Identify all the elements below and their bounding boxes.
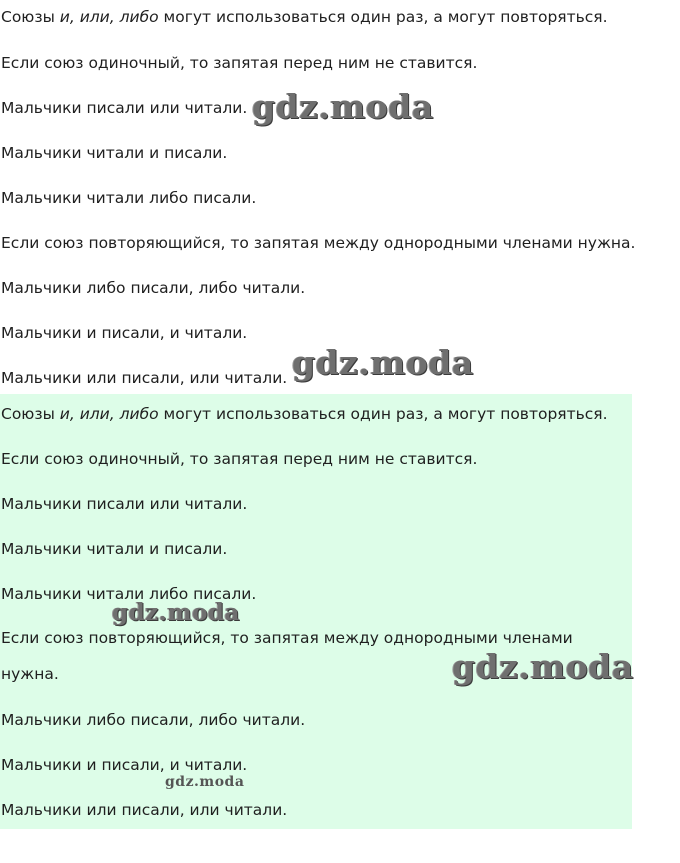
watermark-logo: gdz.moda: [112, 599, 240, 626]
intro-paragraph: [1, 403, 608, 425]
conjunctions-list: и, или, либо: [59, 8, 159, 26]
intro-prefix: Союзы: [1, 405, 60, 423]
example-sentence: Мальчики писали или читали.: [1, 99, 248, 117]
example-sentence: Мальчики и писали, и читали.: [1, 324, 248, 342]
intro-suffix: могут использоваться один раз, а могут повторяться.: [158, 405, 608, 423]
watermark-logo: gdz.moda: [452, 647, 634, 686]
watermark-logo: gdz.moda: [292, 343, 474, 382]
example-sentence: Мальчики читали либо писали.: [1, 585, 257, 603]
example-sentence: Мальчики либо писали, либо читали.: [1, 279, 306, 297]
example-sentence: Мальчики писали или читали.: [1, 495, 248, 513]
example-sentence: Мальчики читали и писали.: [1, 144, 228, 162]
intro-suffix: могут использоваться один раз, а могут повторяться.: [158, 8, 608, 26]
watermark-logo: gdz.moda: [165, 774, 245, 790]
watermark-logo: gdz.moda: [252, 87, 434, 126]
conjunctions-list: и, или, либо: [59, 405, 159, 423]
repeated-conjunction-rule: Если союз повторяющийся, то запятая между однородными членами нужна.: [1, 629, 573, 683]
single-conjunction-rule: Если союз одиночный, то запятая перед ним не ставится.: [1, 54, 478, 72]
example-sentence: Мальчики читали и писали.: [1, 540, 228, 558]
single-conjunction-rule: Если союз одиночный, то запятая перед ним не ставится.: [1, 450, 478, 468]
example-sentence: Мальчики или писали, или читали.: [1, 801, 288, 819]
example-sentence: Мальчики или писали, или читали.: [1, 369, 288, 387]
example-sentence: Мальчики либо писали, либо читали.: [1, 711, 306, 729]
intro-paragraph: [1, 6, 608, 28]
example-sentence: Мальчики читали либо писали.: [1, 189, 257, 207]
intro-prefix: Союзы: [1, 8, 60, 26]
repeated-conjunction-rule: Если союз повторяющийся, то запятая между однородными членами нужна.: [1, 234, 636, 252]
example-sentence: Мальчики и писали, и читали.: [1, 756, 248, 774]
